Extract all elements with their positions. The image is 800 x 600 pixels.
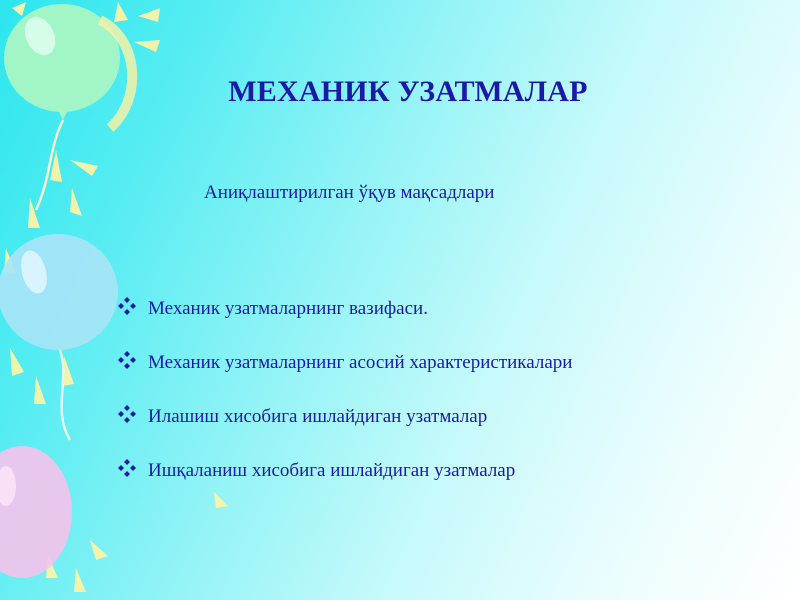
bullet-item [118, 444, 572, 498]
bullet-text: Илашиш хисобига ишлайдиган узатмалар [148, 406, 488, 427]
bullet-item [118, 282, 572, 336]
bullet-text: Механик узатмаларнинг асосий характеристикалари [148, 352, 573, 373]
slide-subtitle: Аниқлаштирилган ўқув мақсадлари [204, 182, 495, 203]
bullet-list [118, 282, 572, 498]
bullet-text: Механик узатмаларнинг вазифаси. [148, 298, 428, 319]
diamond-bullet-icon [118, 459, 136, 477]
bullet-text: Ишқаланиш хисобига ишлайдиган узатмалар [148, 460, 516, 481]
bullet-item [118, 336, 572, 390]
diamond-bullet-icon [118, 351, 136, 369]
diamond-bullet-icon [118, 405, 136, 423]
slide-title: МЕХАНИК УЗАТМАЛАР [228, 75, 588, 108]
pink-balloon-icon [0, 446, 72, 578]
bullet-item [118, 390, 572, 444]
diamond-bullet-icon [118, 297, 136, 315]
blue-balloon-icon [0, 234, 118, 440]
